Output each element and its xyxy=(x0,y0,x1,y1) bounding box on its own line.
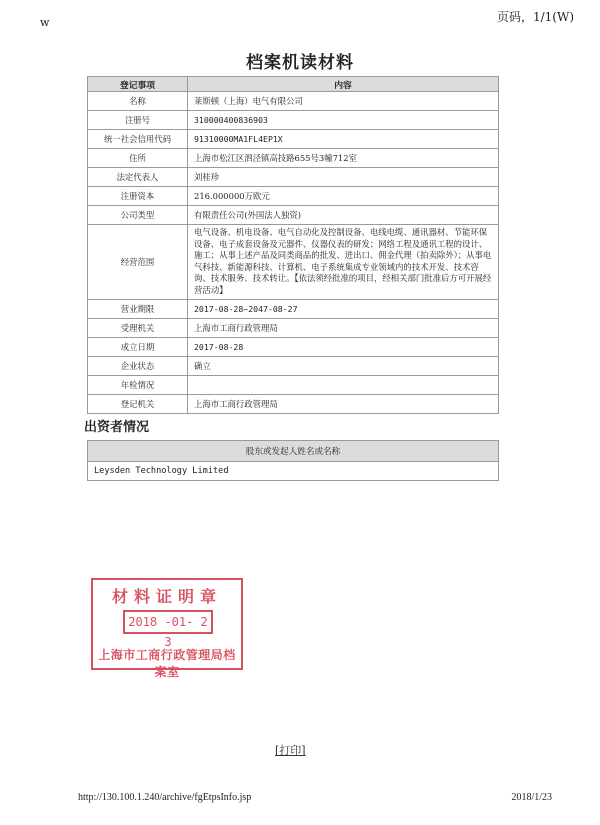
row-value-reg-no: 310000400836903 xyxy=(188,111,499,130)
stamp-heading: 材料证明章 xyxy=(111,587,222,606)
stamp-issuer: 上海市工商行政管理局档案室 xyxy=(98,648,236,679)
table-row xyxy=(88,394,499,413)
table-row xyxy=(88,187,499,206)
row-key-accepting-authority: 受理机关 xyxy=(88,318,188,337)
row-key-capital: 注册资本 xyxy=(88,187,188,206)
row-key-status: 企业状态 xyxy=(88,356,188,375)
row-value-annual-inspection xyxy=(188,375,499,394)
row-key-established: 成立日期 xyxy=(88,337,188,356)
table-row xyxy=(88,375,499,394)
table-row xyxy=(88,206,499,225)
row-value-registration-authority: 上海市工商行政管理局 xyxy=(188,394,499,413)
table-row xyxy=(88,130,499,149)
footer-date: 2018/1/23 xyxy=(511,792,552,803)
row-key-annual-inspection: 年检情况 xyxy=(88,375,188,394)
row-key-address: 住所 xyxy=(88,149,188,168)
header-content: 内容 xyxy=(188,77,499,92)
table-row xyxy=(88,149,499,168)
row-value-status: 确立 xyxy=(188,356,499,375)
table-row xyxy=(88,168,499,187)
row-value-term: 2017-08-28~2047-08-27 xyxy=(188,299,499,318)
table-row xyxy=(88,225,499,300)
row-key-company-type: 公司类型 xyxy=(88,206,188,225)
row-value-capital: 216.000000万欧元 xyxy=(188,187,499,206)
stamp-date: 2018 -01- 2 3 xyxy=(123,610,213,634)
investors-section-title: 出资者情况 xyxy=(84,420,150,435)
row-value-accepting-authority: 上海市工商行政管理局 xyxy=(188,318,499,337)
row-value-name: 莱斯顿（上海）电气有限公司 xyxy=(188,92,499,111)
row-key-registration-authority: 登记机关 xyxy=(88,394,188,413)
header-item: 登记事项 xyxy=(88,77,188,92)
row-key-reg-no: 注册号 xyxy=(88,111,188,130)
investors-column-header: 股东或发起人姓名或名称 xyxy=(88,441,499,462)
certification-stamp xyxy=(91,578,243,679)
table-row xyxy=(88,462,499,481)
investors-table xyxy=(87,440,499,481)
row-value-business-scope: 电气设备、机电设备、电气自动化及控制设备、电线电缆、通讯器材、节能环保设备、电子成套设备及元器件、仪器仪表的研发；网络工程及通讯工程的设计、施工；从事上述产品及同类商品的批发、进出口、佣金代理（拍卖除外）；从事电气科技、新能源科技、计算机、电子系统集成专业领域内的技术开发、技术咨询、技术服务、技术转让。【依法须经批准的项目，经相关部门批准后方可开展经营活动】 xyxy=(188,225,499,300)
table-header-row xyxy=(88,77,499,92)
footer-url: http://130.100.1.240/archive/fgEtpsInfo.jsp xyxy=(78,792,252,803)
row-value-credit-code: 91310000MA1FL4EP1X xyxy=(188,130,499,149)
row-value-established: 2017-08-28 xyxy=(188,337,499,356)
document-title: 档案机读材料 xyxy=(246,53,354,73)
row-key-legal-rep: 法定代表人 xyxy=(88,168,188,187)
row-key-credit-code: 统一社会信用代码 xyxy=(88,130,188,149)
table-row xyxy=(88,337,499,356)
registration-table xyxy=(87,76,499,414)
corner-mark: w xyxy=(40,16,50,29)
row-value-address: 上海市松江区泗泾镇高技路655号3幢712室 xyxy=(188,149,499,168)
investor-name: Leysden Technology Limited xyxy=(88,462,499,481)
investors-header-row xyxy=(88,441,499,462)
print-link[interactable]: [打印] xyxy=(275,744,306,757)
table-row xyxy=(88,92,499,111)
row-key-term: 营业期限 xyxy=(88,299,188,318)
table-row xyxy=(88,111,499,130)
table-row xyxy=(88,356,499,375)
row-key-business-scope: 经营范围 xyxy=(88,225,188,300)
table-row xyxy=(88,318,499,337)
row-key-name: 名称 xyxy=(88,92,188,111)
row-value-legal-rep: 刘桂珍 xyxy=(188,168,499,187)
page-number: 页码，1/1(W) xyxy=(496,10,574,24)
row-value-company-type: 有限责任公司(外国法人独资) xyxy=(188,206,499,225)
table-row xyxy=(88,299,499,318)
